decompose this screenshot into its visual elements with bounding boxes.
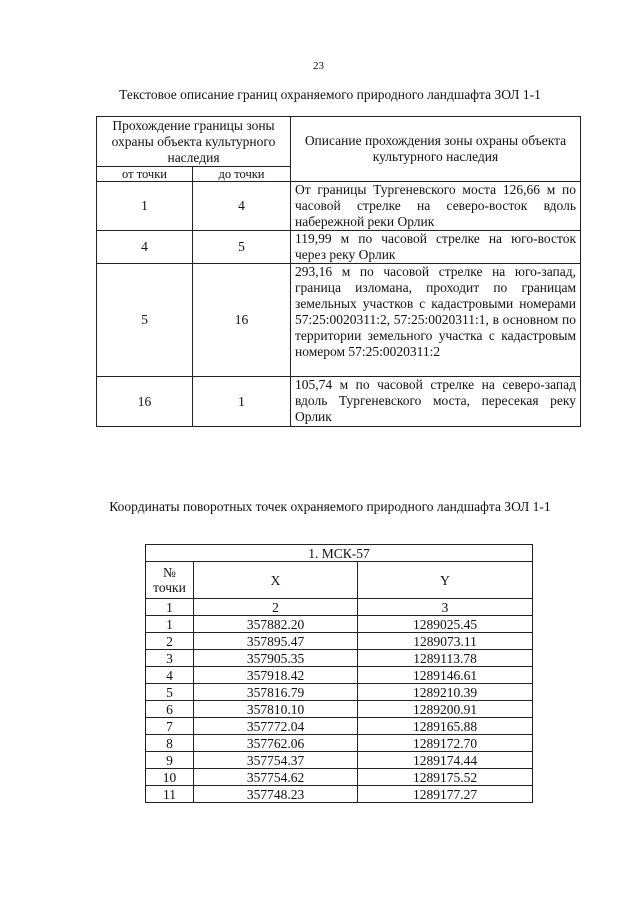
x-coordinate-cell: 357754.37	[194, 752, 358, 769]
table-row	[146, 667, 533, 684]
header-point-number: № точки	[146, 562, 194, 599]
point-number-cell: 1	[146, 616, 194, 633]
header-y: Y	[358, 562, 533, 599]
table-row	[146, 769, 533, 786]
y-coordinate-cell: 1289175.52	[358, 769, 533, 786]
table-header-row	[146, 562, 533, 599]
table-row	[97, 377, 581, 427]
y-coordinate-cell: 1289177.27	[358, 786, 533, 803]
header-passage-description: Описание прохождения зоны охраны объекта культурного наследия	[291, 117, 581, 182]
point-number-cell: 7	[146, 718, 194, 735]
y-coordinate-cell: 1289172.70	[358, 735, 533, 752]
x-coordinate-cell: 357772.04	[194, 718, 358, 735]
description-cell: 105,74 м по часовой стрелке на северо-запад вдоль Тургеневского моста, пересекая реку Орлик	[291, 377, 581, 427]
table-row	[146, 735, 533, 752]
coordinates-table	[145, 544, 533, 803]
to-point-cell: 5	[193, 231, 291, 264]
coordinates-body	[146, 616, 533, 803]
table-row	[146, 786, 533, 803]
point-number-cell: 11	[146, 786, 194, 803]
x-coordinate-cell: 357882.20	[194, 616, 358, 633]
header-to-point: до точки	[193, 167, 291, 182]
coordinates-title: Координаты поворотных точек охраняемого природного ландшафта ЗОЛ 1-1	[109, 499, 551, 514]
table-header-row	[97, 117, 581, 167]
description-cell: 119,99 м по часовой стрелке на юго-восток через реку Орлик	[291, 231, 581, 264]
from-point-cell: 16	[97, 377, 193, 427]
table-row	[146, 650, 533, 667]
to-point-cell: 1	[193, 377, 291, 427]
y-coordinate-cell: 1289165.88	[358, 718, 533, 735]
point-number-cell: 8	[146, 735, 194, 752]
x-coordinate-cell: 357895.47	[194, 633, 358, 650]
header-boundary-passage: Прохождение границы зоны охраны объекта культурного наследия	[97, 117, 291, 167]
y-coordinate-cell: 1289174.44	[358, 752, 533, 769]
table-row	[97, 264, 581, 377]
table-row	[146, 684, 533, 701]
x-coordinate-cell: 357816.79	[194, 684, 358, 701]
boundary-description-table	[96, 116, 581, 427]
from-point-cell: 5	[97, 264, 193, 377]
point-number-cell: 10	[146, 769, 194, 786]
coordinate-system-label: 1. МСК-57	[146, 545, 533, 562]
table-row	[97, 182, 581, 231]
table-row	[146, 616, 533, 633]
table-row	[97, 231, 581, 264]
column-number: 3	[358, 599, 533, 616]
point-number-cell: 2	[146, 633, 194, 650]
x-coordinate-cell: 357810.10	[194, 701, 358, 718]
coordinate-system-row	[146, 545, 533, 562]
column-number: 2	[194, 599, 358, 616]
header-x: X	[194, 562, 358, 599]
point-number-cell: 3	[146, 650, 194, 667]
point-number-cell: 9	[146, 752, 194, 769]
point-number-cell: 4	[146, 667, 194, 684]
table-row	[146, 701, 533, 718]
y-coordinate-cell: 1289146.61	[358, 667, 533, 684]
y-coordinate-cell: 1289113.78	[358, 650, 533, 667]
header-from-point: от точки	[97, 167, 193, 182]
page-number: 23	[313, 60, 324, 72]
y-coordinate-cell: 1289073.11	[358, 633, 533, 650]
table-row	[146, 752, 533, 769]
column-number: 1	[146, 599, 194, 616]
boundary-description-title: Текстовое описание границ охраняемого природного ландшафта ЗОЛ 1-1	[119, 87, 541, 102]
y-coordinate-cell: 1289210.39	[358, 684, 533, 701]
description-cell: От границы Тургеневского моста 126,66 м по часовой стрелке на северо-восток вдоль набережной реки Орлик	[291, 182, 581, 231]
point-number-cell: 6	[146, 701, 194, 718]
to-point-cell: 4	[193, 182, 291, 231]
table-row	[146, 633, 533, 650]
x-coordinate-cell: 357918.42	[194, 667, 358, 684]
x-coordinate-cell: 357762.06	[194, 735, 358, 752]
y-coordinate-cell: 1289025.45	[358, 616, 533, 633]
y-coordinate-cell: 1289200.91	[358, 701, 533, 718]
column-number-row	[146, 599, 533, 616]
to-point-cell: 16	[193, 264, 291, 377]
description-cell: 293,16 м по часовой стрелке на юго-запад, граница изломана, проходит по границам земельных участков с кадастровыми номерами 57:25:0020311:2, 57:25:0020311:1, в основном по территории земельного участка с кадастровым номером 57:25:0020311:2	[291, 264, 581, 377]
from-point-cell: 4	[97, 231, 193, 264]
point-number-cell: 5	[146, 684, 194, 701]
x-coordinate-cell: 357754.62	[194, 769, 358, 786]
from-point-cell: 1	[97, 182, 193, 231]
x-coordinate-cell: 357905.35	[194, 650, 358, 667]
x-coordinate-cell: 357748.23	[194, 786, 358, 803]
table-row	[146, 718, 533, 735]
